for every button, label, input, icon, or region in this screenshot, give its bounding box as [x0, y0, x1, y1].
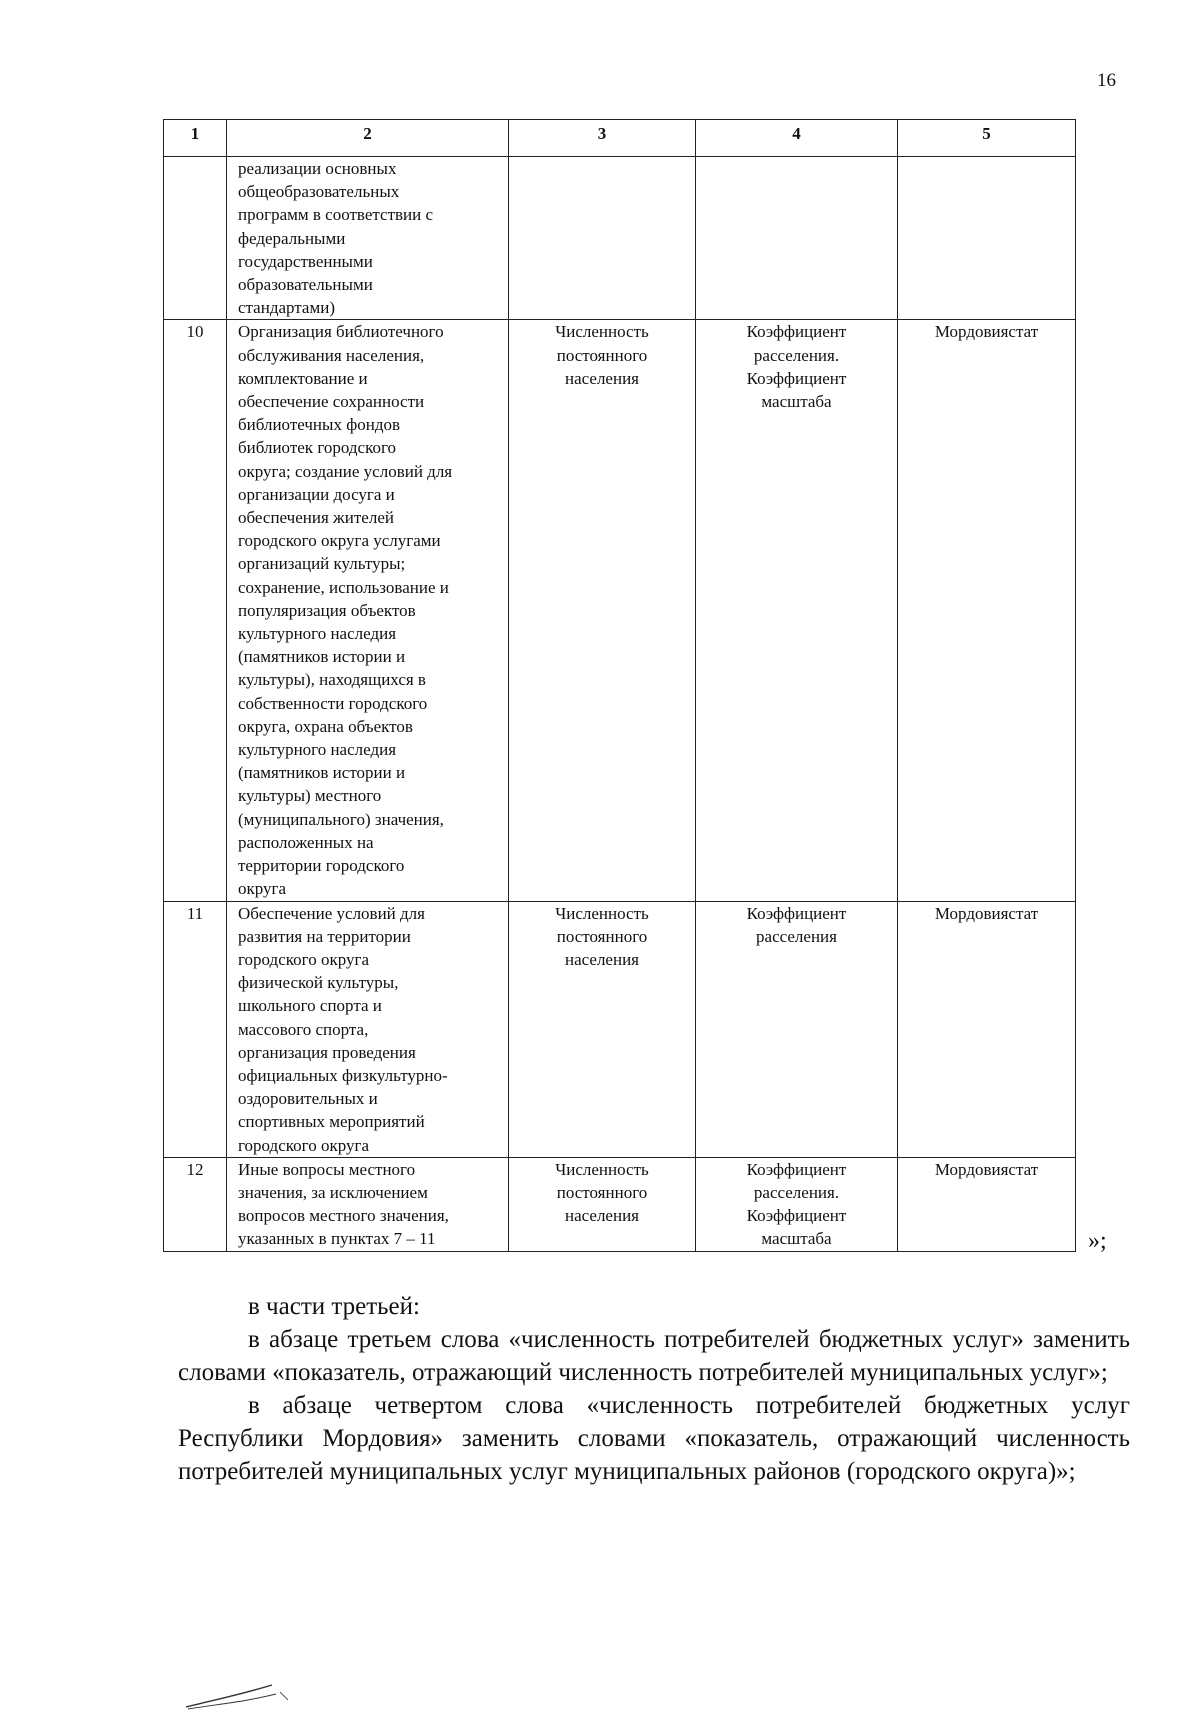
header-cell: 5: [898, 120, 1076, 157]
indicator-line: Численность: [555, 1159, 649, 1179]
description-line: школьного спорта и: [238, 996, 382, 1016]
table-row: [164, 157, 1076, 320]
description-line: образовательными: [238, 275, 373, 295]
description-cell: [227, 157, 509, 320]
description-line: библиотек городского: [238, 438, 397, 458]
coefficient-line: Коэффициент: [746, 322, 847, 342]
description-line: общеобразовательных: [238, 182, 400, 202]
description-line: популяризация объектов: [238, 600, 416, 620]
coefficient-line: масштаба: [761, 392, 832, 412]
row-number-cell: 11: [164, 901, 227, 1157]
source-cell: Мордовиястат: [898, 901, 1076, 1157]
description-line: оздоровительных и: [238, 1089, 378, 1109]
description-line: массового спорта,: [238, 1019, 369, 1039]
coefficient-cell: [696, 157, 898, 320]
description-line: Организация библиотечного: [238, 322, 444, 342]
coefficient-line: расселения.: [753, 1182, 840, 1202]
table-body: [164, 157, 1076, 1252]
description-line: обеспечения жителей: [238, 508, 394, 528]
indicator-line: постоянного: [556, 345, 648, 365]
signature-icon: [184, 1680, 314, 1710]
description-line: округа: [238, 879, 287, 899]
coefficient-line: Коэффициент: [746, 903, 847, 923]
description-line: стандартами): [238, 298, 335, 318]
description-line: территории городского: [238, 856, 405, 876]
indicator-line: населения: [565, 368, 639, 388]
indicator-line: населения: [565, 949, 639, 969]
header-cell: 4: [696, 120, 898, 157]
indicator-line: Численность: [555, 322, 649, 342]
source-cell: Мордовиястат: [898, 1157, 1076, 1251]
description-cell: [227, 901, 509, 1157]
header-cell: 3: [509, 120, 696, 157]
description-line: (муниципального) значения,: [238, 809, 444, 829]
description-line: официальных физкультурно-: [238, 1065, 448, 1085]
coefficient-line: расселения: [756, 926, 837, 946]
header-cell: 2: [227, 120, 509, 157]
description-line: культуры), находящихся в: [238, 670, 426, 690]
description-line: библиотечных фондов: [238, 415, 400, 435]
description-line: городского округа: [238, 949, 370, 969]
table-row: [164, 1157, 1076, 1251]
indicator-line: Численность: [555, 903, 649, 923]
description-line: культурного наследия: [238, 740, 397, 760]
data-table: [163, 119, 1076, 1252]
indicator-line: постоянного: [556, 1182, 648, 1202]
source-cell: Мордовиястат: [898, 320, 1076, 901]
description-line: расположенных на: [238, 832, 374, 852]
coefficient-line: Коэффициент: [746, 368, 847, 388]
description-line: указанных в пунктах 7 – 11: [238, 1229, 436, 1249]
description-line: федеральными: [238, 228, 346, 248]
description-line: значения, за исключением: [238, 1182, 428, 1202]
description-line: организаций культуры;: [238, 554, 406, 574]
paragraph-intro: в части третьей:: [248, 1293, 420, 1320]
closing-quote-mark: »;: [1088, 1228, 1107, 1254]
description-line: округа; создание условий для: [238, 461, 453, 481]
description-line: развития на территории: [238, 926, 411, 946]
description-line: сохранение, использование и: [238, 577, 449, 597]
description-line: собственности городского: [238, 693, 428, 713]
description-line: спортивных мероприятий: [238, 1112, 425, 1132]
row-number-cell: [164, 157, 227, 320]
description-line: (памятников истории и: [238, 763, 406, 783]
description-line: городского округа услугами: [238, 531, 441, 551]
row-number-cell: 12: [164, 1157, 227, 1251]
source-cell: [898, 157, 1076, 320]
description-line: вопросов местного значения,: [238, 1206, 449, 1226]
description-line: организации досуга и: [238, 484, 395, 504]
description-line: городского округа: [238, 1135, 370, 1155]
coefficient-cell: [696, 320, 898, 901]
indicator-cell: [509, 157, 696, 320]
row-number-cell: 10: [164, 320, 227, 901]
indicator-cell: [509, 320, 696, 901]
coefficient-cell: [696, 901, 898, 1157]
coefficient-line: масштаба: [761, 1229, 832, 1249]
indicator-line: населения: [565, 1206, 639, 1226]
description-line: культурного наследия: [238, 624, 397, 644]
description-line: культуры) местного: [238, 786, 382, 806]
description-line: программ в соответствии с: [238, 205, 434, 225]
coefficient-cell: [696, 1157, 898, 1251]
header-cell: 1: [164, 120, 227, 157]
description-line: организация проведения: [238, 1042, 416, 1062]
description-cell: [227, 320, 509, 901]
description-cell: [227, 1157, 509, 1251]
description-line: реализации основных: [238, 159, 397, 178]
paragraph-amendment-2: в абзаце четвертом слова «численность потребителей бюджетных услуг Республики Мордовия» заменить словами «показатель, отражающий численность потребителей муниципальных услуг муниципальных районов (городского округа)»;: [178, 1392, 1130, 1485]
description-line: Иные вопросы местного: [238, 1159, 416, 1179]
description-line: обеспечение сохранности: [238, 392, 425, 412]
body-text: [178, 1290, 1130, 1488]
description-line: Обеспечение условий для: [238, 903, 425, 923]
coefficient-line: Коэффициент: [746, 1159, 847, 1179]
indicator-cell: [509, 1157, 696, 1251]
description-line: комплектование и: [238, 368, 368, 388]
paragraph-amendment-1: в абзаце третьем слова «численность потребителей бюджетных услуг» заменить словами «показатель, отражающий численность потребителей муниципальных услуг»;: [178, 1326, 1130, 1386]
coefficient-line: Коэффициент: [746, 1206, 847, 1226]
table-header-row: [164, 120, 1076, 157]
table-row: [164, 901, 1076, 1157]
description-line: физической культуры,: [238, 973, 399, 993]
description-line: (памятников истории и: [238, 647, 406, 667]
table-row: [164, 320, 1076, 901]
description-line: округа, охрана объектов: [238, 716, 413, 736]
indicator-line: постоянного: [556, 926, 648, 946]
coefficient-line: расселения.: [753, 345, 840, 365]
description-line: государственными: [238, 251, 373, 271]
page-number: 16: [1097, 70, 1116, 91]
indicator-cell: [509, 901, 696, 1157]
description-line: обслуживания населения,: [238, 345, 425, 365]
